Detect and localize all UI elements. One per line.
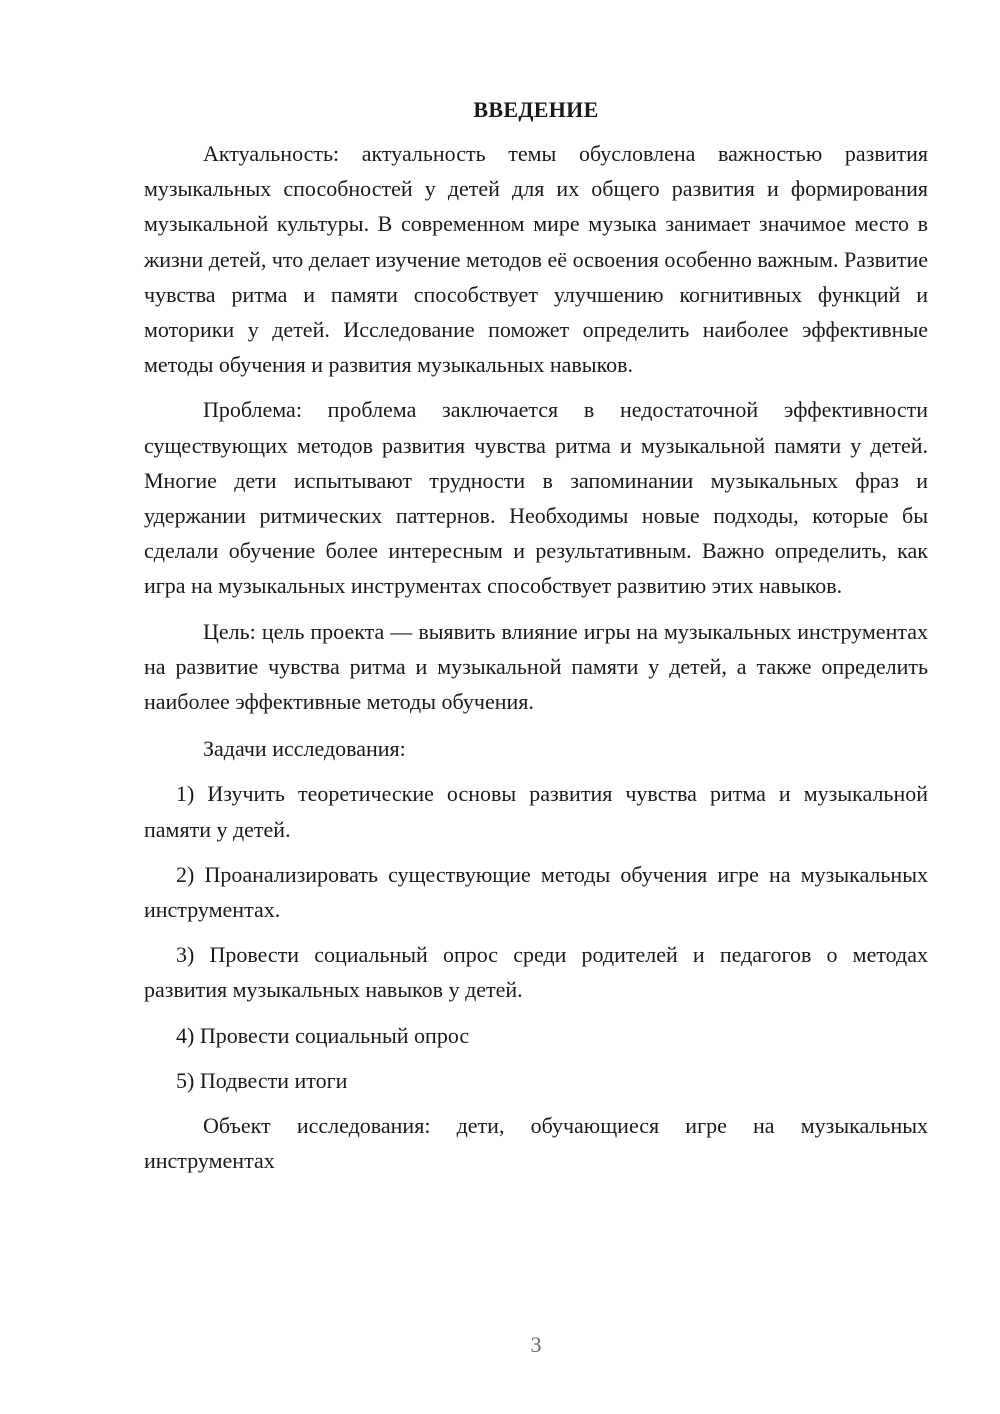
tasks-heading: Задачи исследования:	[203, 736, 406, 762]
task-item: 5) Подвести итоги	[176, 1067, 348, 1093]
task-item: 1) Изучить теоретические основы развития чувства ритма и музыкальной памяти у детей.	[144, 781, 928, 842]
task-item: 3) Провести социальный опрос среди родителей и педагогов о методах развития музыкальных навыков у детей.	[144, 942, 928, 1003]
page-content	[144, 94, 928, 1178]
paragraph-object: Объект исследования: дети, обучающиеся игре на музыкальных инструментах	[144, 1113, 928, 1174]
paragraph-relevance: Актуальность: актуальность темы обусловлена важностью развития музыкальных способностей у детей для их общего развития и формирования музыкальной культуры. В современном мире музыка занимает значимое место в жизни детей, что делает изучение методов её освоения особенно важным. Развитие чувства ритма и памяти способствует улучшению когнитивных функций и моторики у детей. Исследование поможет определить наиболее эффективные методы обучения и развития музыкальных навыков.	[144, 141, 928, 378]
task-item: 2) Проанализировать существующие методы обучения игре на музыкальных инструментах.	[144, 861, 928, 923]
page-number: 3	[530, 1332, 542, 1357]
paragraph-problem: Проблема: проблема заключается в недостаточной эффективности существующих методов развития чувства ритма и музыкальной памяти у детей. Многие дети испытывают трудности в запоминании музыкальных фраз и удержании ритмических паттернов. Необходимы новые подходы, которые бы сделали обучение более интересным и результативным. Важно определить, как игра на музыкальных инструментах способствует развитию этих навыков.	[144, 397, 928, 599]
task-item: 4) Провести социальный опрос	[176, 1022, 470, 1048]
section-title: ВВЕДЕНИЕ	[473, 97, 599, 122]
paragraph-goal: Цель: цель проекта — выявить влияние игры на музыкальных инструментах на развитие чувства ритма и музыкальной памяти у детей, а также определить наиболее эффективные методы обучения.	[144, 618, 928, 715]
